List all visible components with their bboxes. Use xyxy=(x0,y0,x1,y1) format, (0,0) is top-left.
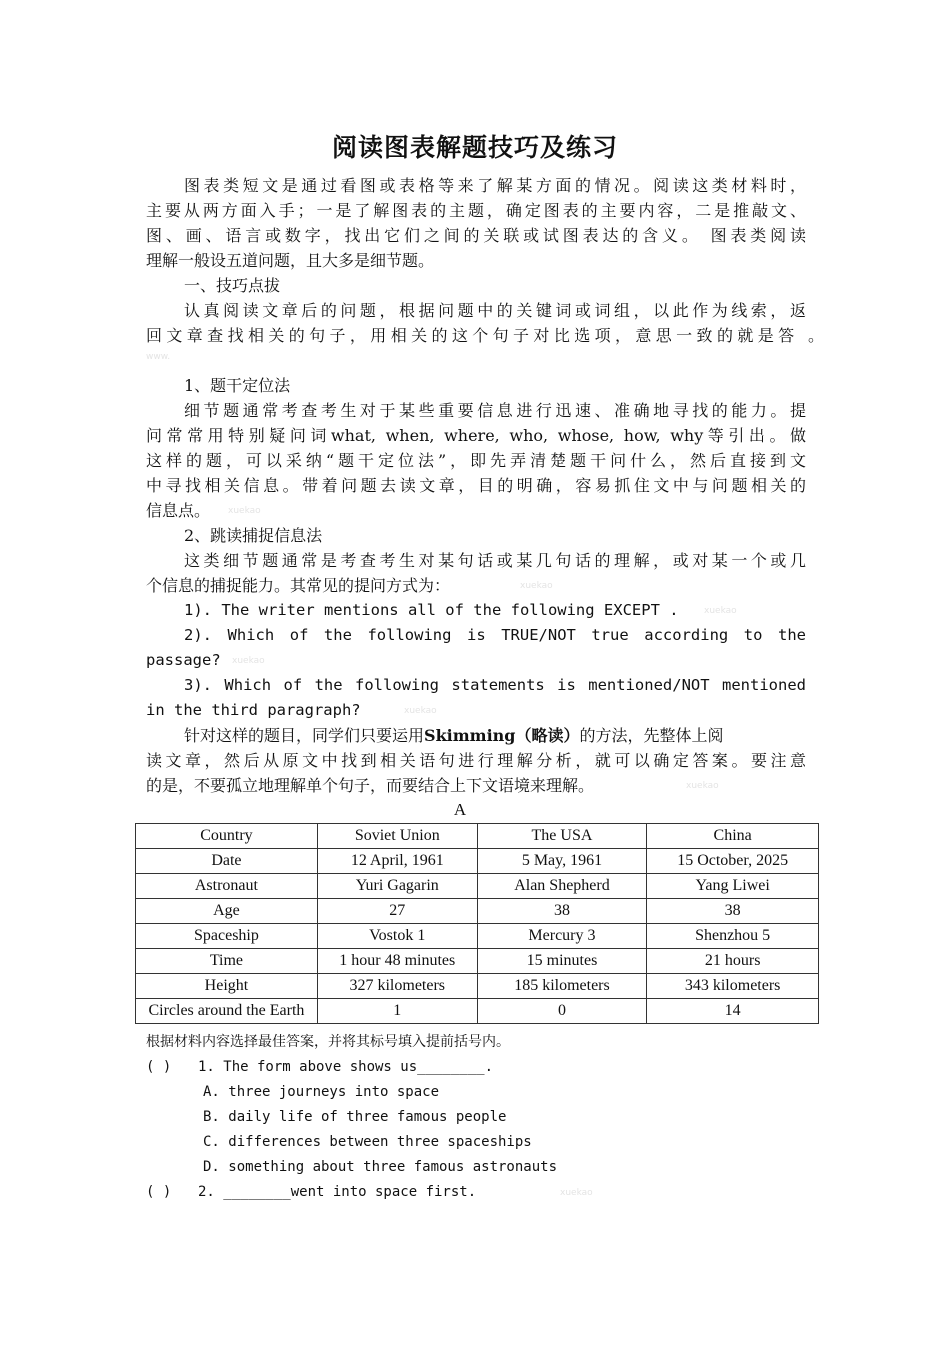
section-line: 回文章查找相关的句子，用相关的这个句子对比选项，意思一致的就是答 。 xyxy=(146,326,824,345)
table-row xyxy=(136,849,819,874)
table-cell: Alan Shepherd xyxy=(477,874,647,899)
table-row-header-cell: Height xyxy=(136,974,318,999)
table-cell: 327 kilometers xyxy=(317,974,477,999)
watermark-text: xuekao xyxy=(520,581,553,591)
table-row-header-cell: Circles around the Earth xyxy=(136,999,318,1024)
question-stem: 2. ________went into space first. xyxy=(198,1184,477,1200)
table-cell: Mercury 3 xyxy=(477,924,647,949)
method-line: 这类细节题通常是考查考生对某句话或某几句话的理解，或对某一个或几 xyxy=(184,551,806,570)
example-question: 1). The writer mentions all of the following EXCEPT . xyxy=(184,601,679,619)
example-question: passage? xyxy=(146,651,221,669)
method-line: 个信息的捕捉能力。其常见的提问方式为： xyxy=(146,576,451,595)
intro-line: 图表类短文是通过看图或表格等来了解某方面的情况。阅读这类材料时， xyxy=(184,176,806,195)
table-cell: Yang Liwei xyxy=(647,874,819,899)
table-cell: 15 minutes xyxy=(477,949,647,974)
question-option: A. three journeys into space xyxy=(203,1084,440,1100)
table-row-header-cell: Time xyxy=(136,949,318,974)
watermark-text: xuekao xyxy=(232,656,265,666)
watermark-text: xuekao xyxy=(404,706,437,716)
method-line: 问常常用特别疑问词what, when, where, who, whose, how, why等引出。做 xyxy=(146,426,806,445)
table-row xyxy=(136,899,819,924)
astronaut-table xyxy=(135,823,819,1024)
section-heading: 一、技巧点拔 xyxy=(184,276,281,295)
watermark-text: xuekao xyxy=(686,781,719,791)
skimming-text: 的方法，先整体上阅 xyxy=(579,726,724,745)
table-cell: 5 May, 1961 xyxy=(477,849,647,874)
table-cell: 38 xyxy=(647,899,819,924)
table-cell: 12 April, 1961 xyxy=(317,849,477,874)
watermark-text: www. xyxy=(146,352,171,362)
skimming-text: 针对这样的题目，同学们只要运用 xyxy=(184,726,425,745)
example-question: in the third paragraph? xyxy=(146,701,361,719)
page-title: 阅读图表解题技巧及练习 xyxy=(331,133,618,162)
table-row xyxy=(136,949,819,974)
method-line: 这样的题，可以采纳“题干定位法”，即先弄清楚题干问什么，然后直接到文 xyxy=(146,451,806,470)
table-cell: China xyxy=(647,824,819,849)
method-line: 细节题通常考查考生对于某些重要信息进行迅速、准确地寻找的能力。提 xyxy=(184,401,806,420)
table-row-header-cell: Date xyxy=(136,849,318,874)
table-cell: The USA xyxy=(477,824,647,849)
method-heading: 1、题干定位法 xyxy=(184,376,291,395)
table-cell: 343 kilometers xyxy=(647,974,819,999)
method-line: 信息点。 xyxy=(146,501,211,520)
intro-line: 图、画、语言或数字，找出它们之间的关联或试图表达的含义。 图表类阅读 xyxy=(146,226,806,245)
watermark-text: xuekao xyxy=(228,506,261,516)
table-cell: 38 xyxy=(477,899,647,924)
section-line: 认真阅读文章后的问题，根据问题中的关键词或词组，以此作为线索，返 xyxy=(184,301,806,320)
instruction-text: 根据材料内容选择最佳答案，并将其标号填入提前括号内。 xyxy=(146,1034,510,1050)
table-row xyxy=(136,924,819,949)
table-row-header-cell: Astronaut xyxy=(136,874,318,899)
method-heading: 2、跳读捕捉信息法 xyxy=(184,526,323,545)
table-cell: 1 xyxy=(317,999,477,1024)
table-cell: 185 kilometers xyxy=(477,974,647,999)
table-row xyxy=(136,974,819,999)
question-paren: ( ) xyxy=(146,1059,172,1075)
question-option: B. daily life of three famous people xyxy=(203,1109,507,1125)
question-option: D. something about three famous astronauts xyxy=(203,1159,558,1175)
table-cell: Shenzhou 5 xyxy=(647,924,819,949)
table-row xyxy=(136,999,819,1024)
method-line: 的是，不要孤立地理解单个句子，而要结合上下文语境来理解。 xyxy=(146,776,595,795)
example-question: 2). Which of the following is TRUE/NOT true according to the xyxy=(184,626,806,644)
table-row xyxy=(136,874,819,899)
table-cell: 14 xyxy=(647,999,819,1024)
table-row-header-cell: Age xyxy=(136,899,318,924)
table-cell: Vostok 1 xyxy=(317,924,477,949)
table-row-header-cell: Spaceship xyxy=(136,924,318,949)
table-row xyxy=(136,824,819,849)
passage-label: A xyxy=(453,800,467,819)
example-question: 3). Which of the following statements is mentioned/NOT mentioned xyxy=(184,676,806,694)
skimming-keyword: Skimming（略读） xyxy=(424,726,580,745)
skimming-line xyxy=(184,723,806,748)
watermark-text: xuekao xyxy=(704,606,737,616)
question-option: C. differences between three spaceships xyxy=(203,1134,532,1150)
question-stem: 1. The form above shows us________. xyxy=(198,1059,494,1075)
table-cell: Soviet Union xyxy=(317,824,477,849)
table-row-header-cell: Country xyxy=(136,824,318,849)
method-line: 中寻找相关信息。带着问题去读文章，目的明确，容易抓住文中与问题相关的 xyxy=(146,476,806,495)
intro-line: 主要从两方面入手；一是了解图表的主题，确定图表的主要内容，二是推敲文、 xyxy=(146,201,806,220)
table-cell: 0 xyxy=(477,999,647,1024)
watermark-text: xuekao xyxy=(560,1188,593,1198)
table-cell: 27 xyxy=(317,899,477,924)
intro-line: 理解一般设五道问题，且大多是细节题。 xyxy=(146,251,435,270)
table-cell: Yuri Gagarin xyxy=(317,874,477,899)
question-paren: ( ) xyxy=(146,1184,172,1200)
table-cell: 21 hours xyxy=(647,949,819,974)
method-line: 读文章，然后从原文中找到相关语句进行理解分析，就可以确定答案。要注意 xyxy=(146,751,806,770)
table-cell: 15 October, 2025 xyxy=(647,849,819,874)
table-cell: 1 hour 48 minutes xyxy=(317,949,477,974)
